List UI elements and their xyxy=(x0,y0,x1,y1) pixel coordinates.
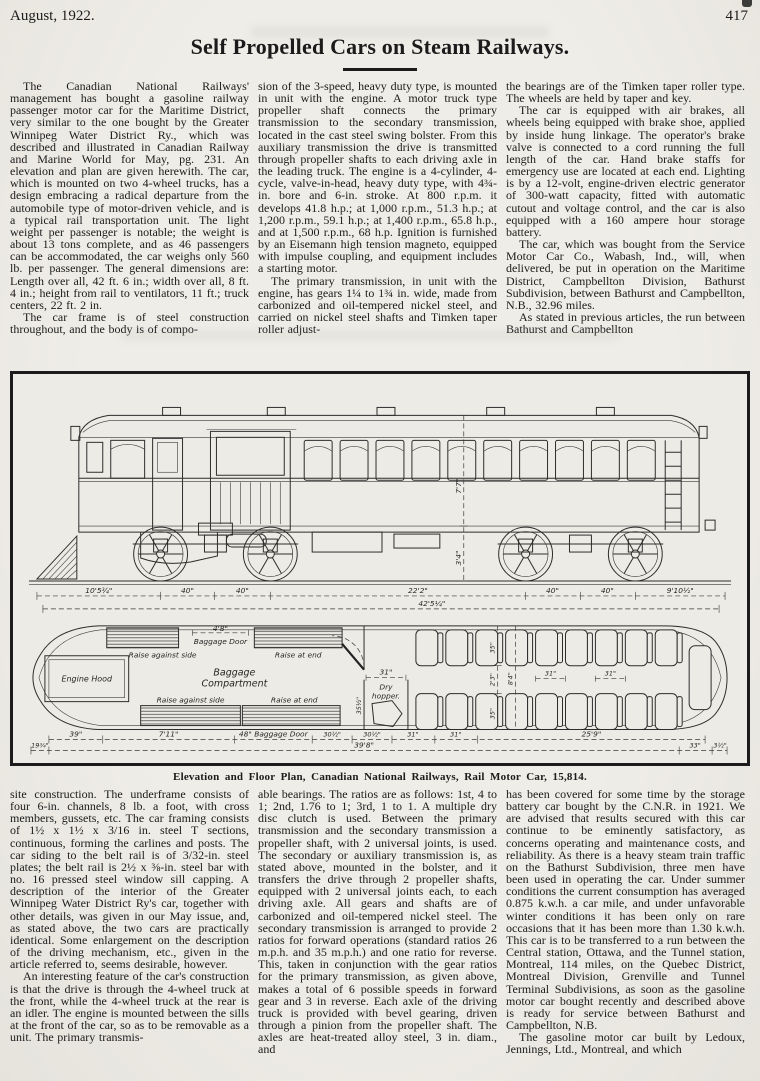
dim-label: 9'10½" xyxy=(666,585,694,595)
engine-hood-label: Engine Hood xyxy=(61,674,113,684)
figure-caption: Elevation and Floor Plan, Canadian National Railways, Rail Motor Car, 15,814. xyxy=(173,771,587,783)
dim-label: 25'9" xyxy=(581,729,602,739)
dim-label: 30½" xyxy=(323,730,341,739)
dim-label: 40" xyxy=(235,585,249,595)
paragraph: has been covered for some time by the storage battery car bought by the C.N.R. in 1921. We are advised that results secured with this car continue to be eminently satisfactory, as concerns operating and maintenance costs, and reliability. As there is a heavy steam train traffic on the Bathurst Subdivision, three men have been used in operating the car. Under summer conditions the current consumption has averaged 0.875 k.w.h. a car mile, and under unfavorable winter conditions it has been only on rare occasions that it has been more than 1.30 k.w.h. This car is to be transferred to a run between the Central station, Ottawa, and the Tunnel station, Montreal, 114 miles, on the Quebec District, Montreal Division, Grenville and Tunnel Terminal Subdivisions, as soon as the gasoline motor car bought recently and described above is ready for service between Bathurst and Campbellton, N.B. xyxy=(506,788,745,1032)
dim-label: 4'8" xyxy=(212,623,228,633)
hopper-label: Dry xyxy=(379,682,393,692)
technical-drawing xyxy=(13,374,747,758)
passenger-windows xyxy=(304,440,655,480)
dim-label: 40" xyxy=(181,585,195,595)
dim-label: 3½" xyxy=(713,741,727,750)
page-number: 417 xyxy=(725,8,748,24)
paragraph: The gasoline motor car built by Ledoux, Jennings, Ltd., Montreal, and which xyxy=(506,1030,745,1057)
article-title: Self Propelled Cars on Steam Railways. xyxy=(190,34,570,59)
folding-bench xyxy=(242,706,340,726)
door-label: Baggage Door xyxy=(193,636,248,646)
rear-marker-light xyxy=(699,426,707,438)
fuel-tank xyxy=(312,532,382,552)
dim-label: 22'2" xyxy=(408,585,428,595)
dim-label: 8'4" xyxy=(506,672,515,686)
rear-buffer xyxy=(705,520,715,530)
folding-bench xyxy=(107,628,179,648)
paragraph: sion of the 3-speed, heavy duty type, is mounted in unit with the engine. A motor truck type propeller shaft connects the primary transmission to the secondary transmission, located in the cast steel swing bolster. From this auxiliary transmission the drive is transmitted through propeller shafts to each driving axle in the leading truck. The engine is a 4-cylinder, 4-cycle, valve-in-head, heavy duty type, with 4¾-in. bore and 6-in. stroke. At 800 r.p.m. it develops 41.8 h.p.; at 1,000 r.p.m., 51.3 h.p.; at 1,200 r.p.m., 59.1 h.p.; at 1,400 r.p.m., 65.8 h.p., and at 1,500 r.p.m., 68 h.p. Ignition is furnished by an Eisemann high tension magneto, equipped with impulse coupling, and equipment includes a starting motor. xyxy=(258,80,497,276)
paragraph: the bearings are of the Timken taper roller type. The wheels are held by taper and key. xyxy=(506,80,745,106)
dim-label: 7'7" xyxy=(453,478,463,494)
dim-label: 35" xyxy=(488,707,497,720)
front-window xyxy=(111,440,145,478)
battery-box xyxy=(394,534,440,548)
paragraph: An interesting feature of the car's construction is that the drive is through the 4-wheel truck at the front, while the 4-wheel truck at the rear is an idler. The engine is mounted between the sills at the front of the car, so as to be removable as a unit. The primary transmis- xyxy=(10,969,249,1045)
top-column-2 xyxy=(258,80,497,366)
dim-label: 31" xyxy=(379,667,393,677)
dim-label: 30½" xyxy=(363,730,381,739)
dim-label: 39" xyxy=(69,729,83,739)
dim-label: 31" xyxy=(604,669,616,678)
figure-frame xyxy=(10,371,750,766)
folding-bench xyxy=(141,706,241,726)
paragraph: As stated in previous articles, the run between Bathurst and Campbellton xyxy=(506,309,745,337)
roof-ventilators xyxy=(163,407,615,415)
ink-bleed xyxy=(250,26,550,38)
compartment-label: Baggage xyxy=(213,667,256,679)
dim-label: 31" xyxy=(544,669,557,678)
scan-smudge xyxy=(742,0,752,7)
passenger-seats xyxy=(416,630,711,730)
cowcatcher xyxy=(37,536,77,579)
engine-underhang xyxy=(141,532,218,563)
dim-label: 31" xyxy=(450,730,462,739)
rear-bench xyxy=(689,646,711,710)
text-block-bottom xyxy=(0,788,760,1081)
paragraph: site construction. The underframe consists of four 6-in. channels, 8 lb. a foot, with cross members, gussets, etc. The car framing consists of 1½ x 1½ x 3/16 in. steel T sections, continuous, forming the carlines and posts. The car siding to the belt rail is of 3/32-in. steel plates; the belt rail is 2½ x ⅜-in. steel bar with no. 16 pressed steel window sill capping. A description of the interior of the Greater Winnipeg Water District Ry's car, together with other details, was given in our May issue, and, as stated above, the two cars are practically identical. Some enlargement on the description of the driving mechanism, etc., given in the article referred to, seems desirable, however. xyxy=(10,788,249,972)
paragraph: The primary transmission, in unit with the engine, has gears 1¼ to 1¾ in. wide, made from carbonized and oil-tempered nickel steel, and carried on nickel steel shafts and Timken taper roller adjust- xyxy=(258,273,497,337)
paragraph: The car, which was bought from the Service Motor Car Co., Wabash, Ind., will, when delivered, be put in operation on the Maritime District, Campbellton Division, Bathurst Subdivision, between Bathurst and Campbellton, N.B., 32.96 miles. xyxy=(506,237,745,312)
baggage-door-top xyxy=(193,624,249,646)
dim-label: 3'4" xyxy=(453,550,463,566)
floor-plan xyxy=(31,624,727,755)
dim-label: 10'5¾" xyxy=(85,585,113,595)
dim-label: 39'8" xyxy=(354,740,374,750)
plan-dimensions xyxy=(31,730,727,755)
bench-label: Raise against side xyxy=(156,695,225,705)
dim-label: 33" xyxy=(689,741,701,750)
dim-label: 2'3" xyxy=(488,673,497,687)
bottom-column-2 xyxy=(258,788,497,1081)
dry-hopper xyxy=(355,668,408,730)
issue-date: August, 1922. xyxy=(10,8,95,24)
rear-ladder xyxy=(665,440,681,530)
dim-label: 40" xyxy=(546,585,560,595)
front-door xyxy=(153,438,183,530)
bottom-column-3 xyxy=(506,788,745,1081)
dim-label: 35½" xyxy=(355,696,364,715)
engine-hood xyxy=(45,656,129,702)
top-column-1 xyxy=(10,80,249,366)
paragraph: The Canadian National Railways' management has bought a gasoline railway passenger motor car for the Maritime District, very similar to the one bought by the Greater Winnipeg Water District Ry., which was described and illustrated in Canadian Railway and Marine World for May, pg. 231. An elevation and plan are given herewith. The car, which is mounted on two 4-wheel trucks, has a design embracing a radical departure from the automobile type of motor-driven vehicle, and is a typical rail transportation unit. The light weight per passenger is notable; the weight is about 13 tons complete, and as 46 passengers can be accommodated, the car weighs only 560 lb. per passenger. The general dimensions are: Length over all, 42 ft. 6 in.; width over all, 8 ft. 4 in.; height from rail to ventilators, 11 ft.; truck centers, 22 ft. 2 in. xyxy=(10,80,249,312)
baggage-door-elevation xyxy=(206,429,296,530)
elevation-dimensions xyxy=(37,586,725,613)
text-block-top xyxy=(0,80,760,366)
bench-label: Raise at end xyxy=(270,695,318,705)
page-header xyxy=(0,0,760,25)
side-elevation xyxy=(29,407,731,612)
ink-bleed xyxy=(120,330,620,340)
hopper-label: hopper. xyxy=(371,691,401,701)
dim-label: 31" xyxy=(407,730,419,739)
dim-label: 40" xyxy=(600,585,614,595)
dim-label: 35" xyxy=(488,642,497,654)
door-label: 48" Baggage Door xyxy=(238,729,308,739)
dim-label: 19¾" xyxy=(31,741,49,750)
compartment-label: Compartment xyxy=(201,678,268,690)
paragraph: The car is equipped with air brakes, all wheels being equipped with brake shoe, applied by inside hung linkage. The operator's brake valve is connected to a cord running the full length of the car. Hand brake staffs for emergency use are located at each end. Lighting is by a 12-volt, engine-driven electric generator of 300-watt capacity, fitted with automatic cutout and voltage control, and the car is also equipped with a 160 ampere hour storage battery. xyxy=(506,103,745,239)
top-column-3 xyxy=(506,80,745,366)
rear-truck xyxy=(498,527,664,581)
folding-bench xyxy=(254,628,342,648)
bench-label: Raise against side xyxy=(128,650,197,660)
front-window xyxy=(87,442,103,472)
car-body-outline xyxy=(79,415,699,532)
bench-label: Raise at end xyxy=(274,650,322,660)
paragraph: able bearings. The ratios are as follows: 1st, 4 to 1; 2nd, 1.76 to 1; 3rd, 1 to 1. A multiple dry disc clutch is used. Between the primary transmission and the secondary transmission a propeller shaft, with 2 universal joints, is used. The secondary or auxiliary transmission is, as stated above, mounted in the bolster, and it transfers the drive through 2 propeller shafts, equipped with 2 universal joints each, to each driving axle. All gears and shafts are of carbonized and oil-tempered nickel steel. The secondary transmission is arranged to provide 2 ratios for forward operations (standard ratios 26 m.p.h. and 35 m.p.h.) and one ratio for reverse. This, taken in conjunction with the gear ratios for the primary transmission, as given above, makes a total of 6 possible speeds in forward gear and 3 in reverse. Each axle of the driving truck is provided with bevel gearing, driven through a pinion from the propeller shaft. The axles are heat-treated alloy steel, 3 in. diam., and xyxy=(258,788,497,1057)
paragraph: The car frame is of steel construction throughout, and the body is of compo- xyxy=(10,309,249,337)
dim-label: 7'11" xyxy=(158,729,179,739)
dim-label: 42'5¼" xyxy=(418,598,446,608)
bottom-column-1 xyxy=(10,788,249,1081)
title-rule xyxy=(343,68,417,71)
